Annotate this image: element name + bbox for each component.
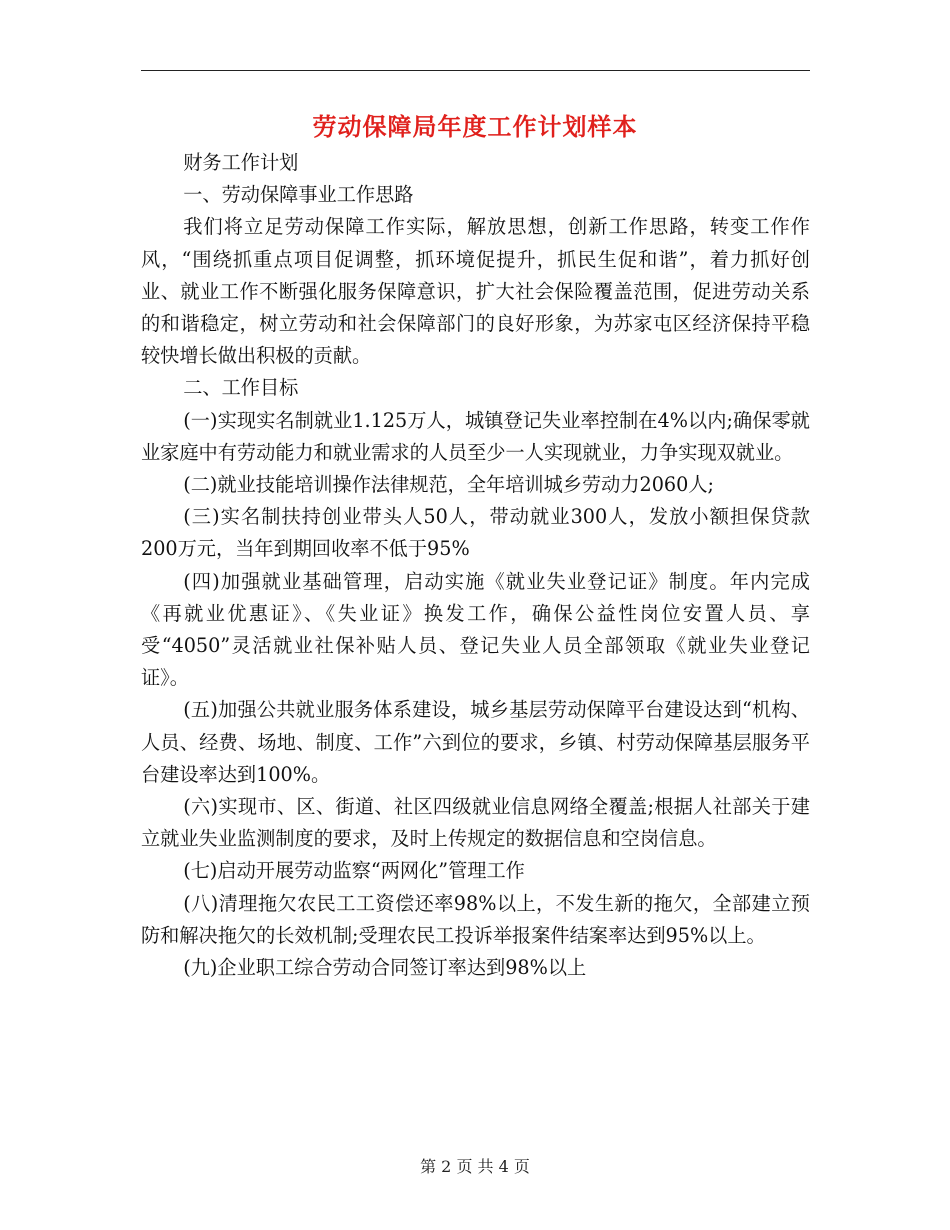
- page-footer: 第 2 页 共 4 页: [420, 1157, 530, 1176]
- paragraph-goal-6: (六)实现市、区、街道、社区四级就业信息网络全覆盖;根据人社部关于建立就业失业监测制度的要求，及时上传规定的数据信息和空岗信息。: [141, 795, 810, 851]
- paragraph-section-1: 一、劳动保障事业工作思路: [183, 183, 414, 207]
- paragraph-goal-9: (九)企业职工综合劳动合同签订率达到98%以上: [183, 956, 587, 980]
- paragraph-approach: 我们将立足劳动保障工作实际，解放思想，创新工作思路，转变工作作风，“围绕抓重点项目促调整，抓环境促提升，抓民生促和谐”，着力抓好创业、就业工作不断强化服务保障意识，扩大社会保险覆盖范围，促进劳动关系的和谐稳定，树立劳动和社会保障部门的良好形象，为苏家屯区经济保持平稳较快增长做出积极的贡献。: [141, 215, 810, 368]
- paragraph-section-2: 二、工作目标: [183, 376, 299, 400]
- paragraph-goal-7: (七)启动开展劳动监察“两网化”管理工作: [183, 859, 525, 883]
- paragraph-goal-1: (一)实现实名制就业1.125万人，城镇登记失业率控制在4%以内;确保零就业家庭中有劳动能力和就业需求的人员至少一人实现就业，力争实现双就业。: [141, 408, 810, 464]
- paragraph-goal-3: (三)实名制扶持创业带头人50人，带动就业300人，发放小额担保贷款200万元，当年到期回收率不低于95%: [141, 505, 810, 561]
- paragraph-goal-8: (八)清理拖欠农民工工资偿还率98%以上，不发生新的拖欠，全部建立预防和解决拖欠的长效机制;受理农民工投诉举报案件结案率达到95%以上。: [141, 891, 810, 947]
- paragraph-goal-2: (二)就业技能培训操作法律规范，全年培训城乡劳动力2060人;: [183, 473, 714, 497]
- paragraph-goal-4: (四)加强就业基础管理，启动实施《就业失业登记证》制度。年内完成《再就业优惠证》、《失业证》换发工作，确保公益性岗位安置人员、享受“4050”灵活就业社保补贴人员、登记失业人员全部领取《就业失业登记证》。: [141, 569, 810, 690]
- paragraph-goal-5: (五)加强公共就业服务体系建设，城乡基层劳动保障平台建设达到“机构、人员、经费、场地、制度、工作”六到位的要求，乡镇、村劳动保障基层服务平台建设率达到100%。: [141, 698, 810, 786]
- document-title: 劳动保障局年度工作计划样本: [312, 113, 638, 141]
- paragraph-heading-finance: 财务工作计划: [183, 151, 299, 174]
- document-body: [141, 147, 810, 984]
- header-rule: [141, 70, 810, 71]
